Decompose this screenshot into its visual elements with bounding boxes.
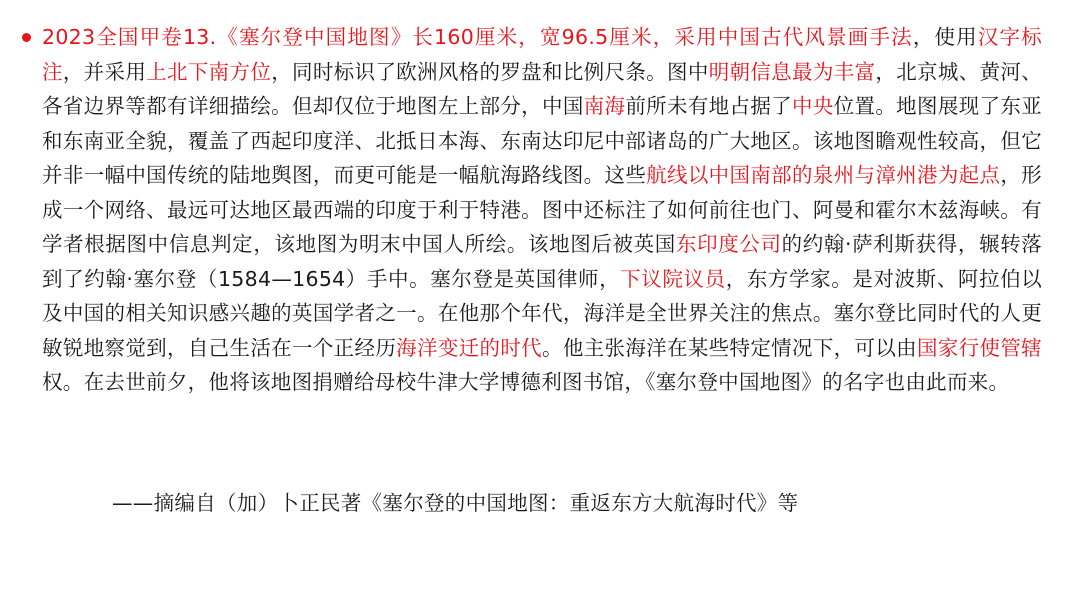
passage-highlight: 明朝信息最为丰富 <box>708 59 876 84</box>
passage-segment: 位置。地图展现了东亚和东南亚全貌，覆盖了西起印度洋、北抵日本海、东南达印尼中部诸岛的广大地区。该地图瞻观性较高，但它并非一幅中国传统的陆地舆图，而更可能是一幅航海路线图。这些 <box>42 94 1042 187</box>
passage-segment: 权。在去世前夕，他将该地图捐赠给母校牛津大学博德利图书馆，《塞尔登中国地图》的名字也由此而来。 <box>42 370 1010 394</box>
passage-segment: ，东方学家。是对波斯、阿拉伯以及中国的相关知识感兴趣的英国学者之一。在他那个年代，海洋是全世界关注的焦点。塞尔登比同时代的人更敏锐地察觉到，自己生活在一个正经历 <box>42 266 1042 360</box>
passage-segment: 前所未有地占据了 <box>625 94 793 118</box>
passage-highlight: 下议院议员 <box>620 266 726 291</box>
passage-highlight: 航线以中国南部的泉州与漳州港为起点 <box>646 163 1001 187</box>
passage-highlight: 中央 <box>792 94 834 118</box>
passage-segment: ，形成一个网络、最远可达地区最西端的印度于利于特港。图中还标注了如何前往也门、阿曼和霍尔木兹海峡。有学者根据图中信息判定，该地图为明末中国人所绘。该地图后被英国 <box>42 163 1042 256</box>
passage-segment: 。他主张海洋在某些特定情况下，可以由 <box>542 335 918 360</box>
passage-segment: ，北京城、黄河、各省边界等都有详细描绘。但却仅位于地图左上部分，中国 <box>42 59 1042 118</box>
passage-highlight: 南海 <box>583 94 626 118</box>
passage-highlight: 国家行使管辖 <box>917 335 1042 360</box>
passage-segment: ，同时标识了欧洲风格的罗盘和比例尺条。图中 <box>271 59 709 84</box>
passage-highlight: 东印度公司 <box>675 232 782 256</box>
passage-text <box>42 20 1042 400</box>
passage-segment: ，并采用 <box>62 59 147 84</box>
bullet-dot-icon <box>22 33 31 42</box>
passage-highlight: 汉字标注 <box>42 25 1043 84</box>
passage-highlight: 中国古代风景画手法 <box>717 25 913 49</box>
passage-segment: ，使用 <box>912 25 978 49</box>
source-citation: ——摘编自（加）卜正民著《塞尔登的中国地图：重返东方大航海时代》等 <box>112 491 799 515</box>
passage-highlight: 海洋变迁的时代 <box>396 335 543 360</box>
passage-segment: 2023全国甲卷13.《塞尔登中国地图》长160厘米，宽96.5厘米，采用 <box>42 25 718 49</box>
passage-highlight: 上北下南方位 <box>146 59 272 84</box>
passage-segment: 的约翰·萨利斯获得，辗转落到了约翰·塞尔登（1584—1654）手中。塞尔登是英国律师， <box>42 232 1043 291</box>
